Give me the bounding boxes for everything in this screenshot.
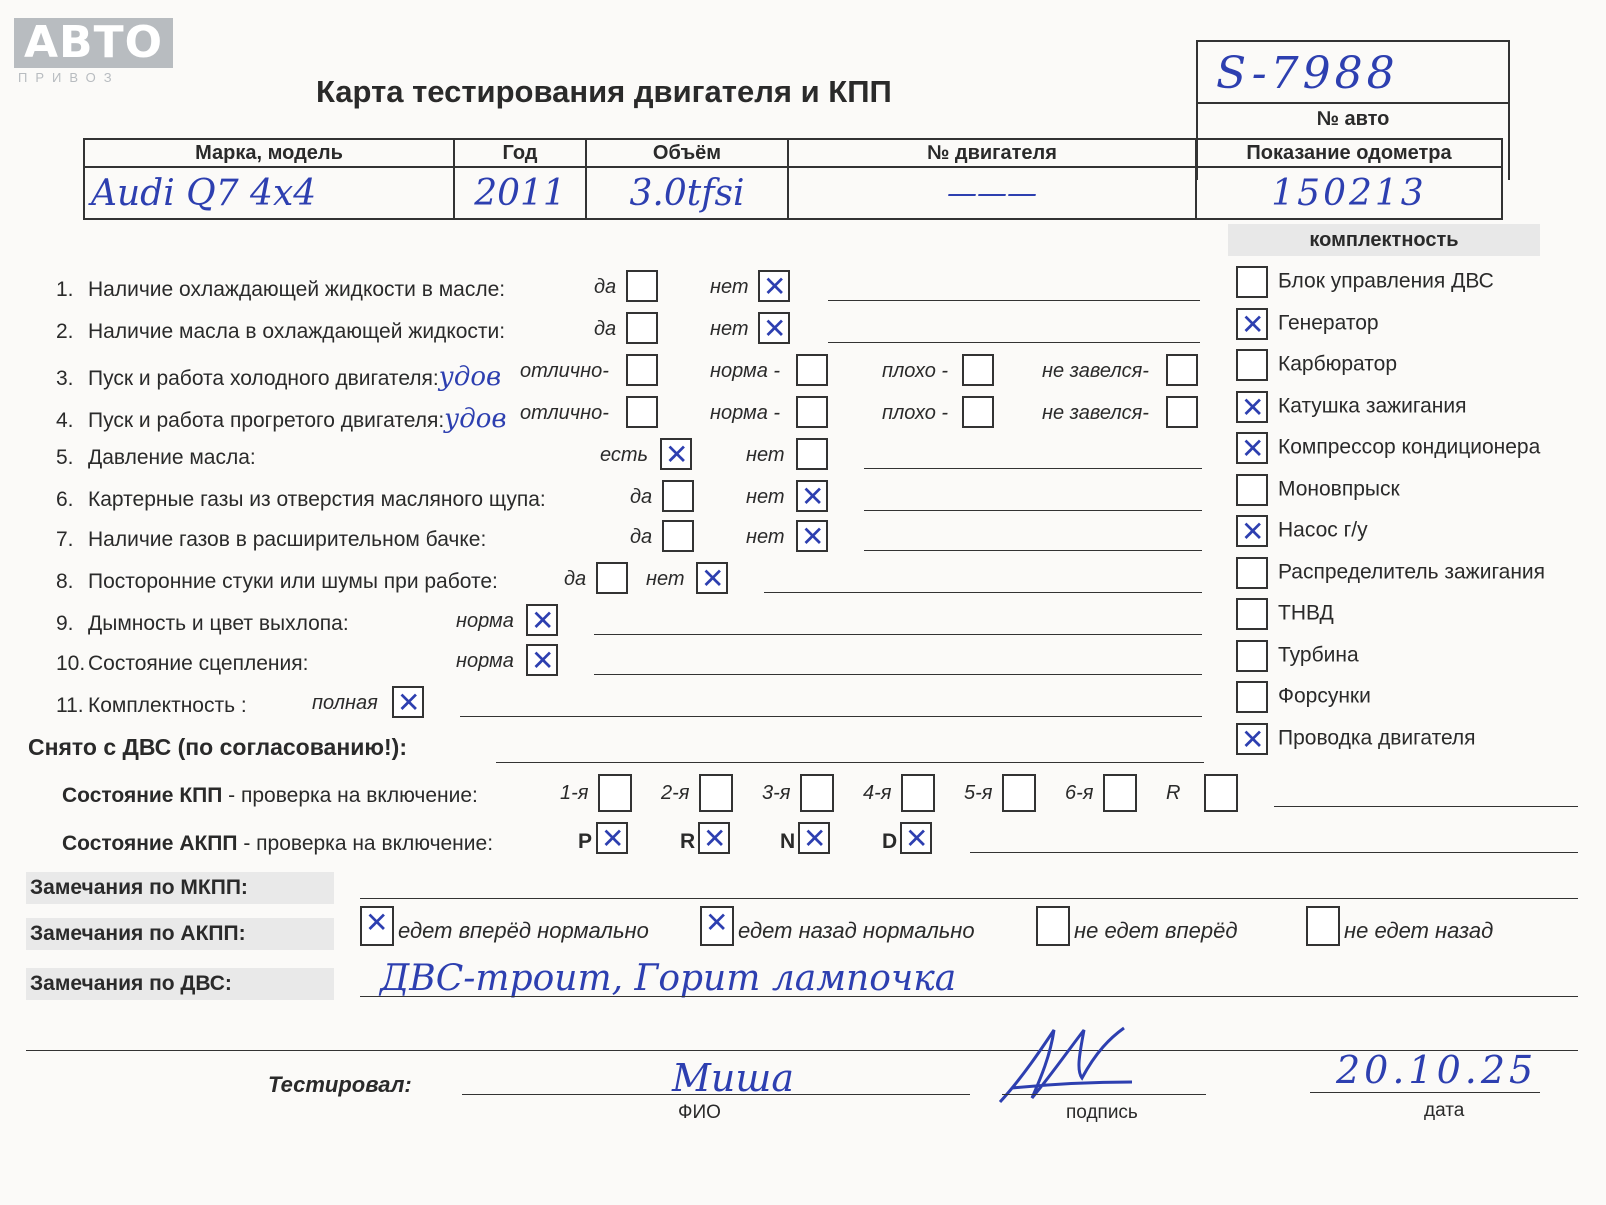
test-option-checkbox[interactable] — [626, 396, 658, 428]
kit-item-label: Насос г/у — [1278, 518, 1368, 542]
test-number: 4. — [56, 409, 74, 432]
kit-item[interactable] — [1236, 266, 1494, 298]
akpp-remark-checkbox[interactable] — [1306, 906, 1340, 946]
tester-name: Миша — [672, 1056, 795, 1100]
test-label: Наличие масла в охлаждающей жидкости: — [88, 320, 506, 343]
akpp-mode-checkbox[interactable] — [596, 822, 628, 854]
test-option-label: не завелся- — [1042, 360, 1149, 382]
kit-item-label: Блок управления ДВС — [1278, 269, 1494, 293]
akpp-remark-checkbox[interactable] — [1036, 906, 1070, 946]
test-option-checkbox[interactable] — [758, 270, 790, 302]
akpp-mode-label: P — [578, 830, 593, 853]
test-option-checkbox[interactable] — [758, 312, 790, 344]
test-option-checkbox[interactable] — [796, 396, 828, 428]
akpp-remark-checkbox[interactable] — [700, 906, 734, 946]
kit-item-checkbox[interactable] — [1236, 681, 1268, 713]
test-label: Картерные газы из отверстия масляного щупа: — [88, 488, 546, 511]
plate-label: № авто — [1316, 108, 1390, 130]
test-number: 1. — [56, 278, 74, 301]
kit-item[interactable] — [1236, 308, 1379, 340]
kit-item[interactable] — [1236, 640, 1359, 672]
test-option-checkbox[interactable] — [962, 354, 994, 386]
test-date: 20.10.25 — [1336, 1048, 1538, 1092]
kpp-gear-checkbox[interactable] — [1002, 774, 1036, 812]
logo-brand: АВТО — [14, 18, 173, 68]
model-value: Audi Q7 4x4 — [84, 167, 454, 219]
test-row — [56, 404, 507, 434]
test-option-label: да — [630, 526, 653, 548]
kit-item[interactable] — [1236, 598, 1334, 630]
test-row — [56, 446, 256, 470]
test-number: 9. — [56, 612, 74, 635]
kpp-gear-checkbox[interactable] — [598, 774, 632, 812]
akpp-remark-label: едет назад нормально — [738, 918, 975, 943]
kpp-gear-label: 4-я — [863, 782, 892, 804]
kpp-gear-label: R — [1166, 782, 1181, 804]
kpp-gear-label: 1-я — [560, 782, 589, 804]
remarks-dvs-label: Замечания по ДВС: — [26, 968, 334, 1000]
akpp-label — [62, 832, 493, 856]
kit-item-label: ТНВД — [1278, 601, 1334, 625]
test-option-label: отлично- — [520, 402, 609, 424]
test-number: 8. — [56, 570, 74, 593]
test-row — [56, 488, 546, 512]
kit-item-checkbox[interactable] — [1236, 515, 1268, 547]
test-label: Наличие охлаждающей жидкости в масле: — [88, 278, 506, 301]
test-option-checkbox[interactable] — [526, 644, 558, 676]
test-label: Давление масла: — [88, 446, 256, 469]
test-option-checkbox[interactable] — [796, 354, 828, 386]
test-number: 2. — [56, 320, 74, 343]
test-note: удов — [438, 362, 502, 392]
kit-item-checkbox[interactable] — [1236, 557, 1268, 589]
test-option-label: нет — [746, 526, 785, 548]
kit-item[interactable] — [1236, 432, 1540, 464]
test-label: Пуск и работа холодного двигателя: — [88, 367, 439, 390]
kpp-label — [62, 784, 478, 808]
test-row — [56, 362, 501, 392]
akpp-mode-checkbox[interactable] — [900, 822, 932, 854]
kit-item-label: Генератор — [1278, 311, 1379, 335]
test-number: 11. — [56, 694, 84, 717]
kit-item-checkbox[interactable] — [1236, 391, 1268, 423]
tested-by-label: Тестировал: — [268, 1072, 412, 1097]
akpp-mode-label: R — [680, 830, 696, 853]
remarks-akpp-label: Замечания по АКПП: — [26, 918, 334, 950]
test-row — [56, 612, 349, 636]
remarks-dvs-value: ДВС-троит, Горит лампочка — [380, 958, 957, 999]
test-number: 6. — [56, 488, 74, 511]
test-option-label: не завелся- — [1042, 402, 1149, 424]
test-option-checkbox[interactable] — [962, 396, 994, 428]
kit-item-checkbox[interactable] — [1236, 640, 1268, 672]
test-option-label: есть — [600, 444, 649, 466]
test-option-label: отлично- — [520, 360, 609, 382]
akpp-mode-checkbox[interactable] — [698, 822, 730, 854]
kit-item-checkbox[interactable] — [1236, 349, 1268, 381]
kit-item[interactable] — [1236, 349, 1397, 381]
kit-item[interactable] — [1236, 557, 1545, 589]
kit-item-checkbox[interactable] — [1236, 266, 1268, 298]
kit-item-label: Карбюратор — [1278, 352, 1398, 376]
kit-item-label: Моновпрыск — [1278, 477, 1400, 501]
signature-caption: подпись — [1066, 1102, 1138, 1123]
signature — [992, 1018, 1142, 1110]
vehicle-table — [83, 138, 1503, 220]
kit-item[interactable] — [1236, 723, 1476, 755]
test-option-checkbox[interactable] — [660, 438, 692, 470]
test-option-label: да — [630, 486, 653, 508]
test-row — [56, 652, 308, 676]
akpp-label-bold: Состояние АКПП — [62, 832, 238, 855]
kit-item-label: Турбина — [1278, 643, 1359, 667]
page-title: Карта тестирования двигателя и КПП — [316, 74, 892, 109]
engine-number-value: ——— — [788, 167, 1196, 219]
test-option-label: да — [594, 318, 617, 340]
kpp-gear-checkbox[interactable] — [901, 774, 935, 812]
test-row — [56, 278, 505, 302]
date-caption: дата — [1424, 1100, 1465, 1121]
test-option-checkbox[interactable] — [392, 686, 424, 718]
test-option-label: полная — [312, 692, 378, 714]
test-label: Пуск и работа прогретого двигателя: — [88, 409, 445, 432]
akpp-label-rest: - проверка на включение: — [237, 832, 494, 855]
kpp-gear-label: 6-я — [1065, 782, 1094, 804]
year-value: 2011 — [454, 167, 586, 219]
akpp-remark-label: не едет назад — [1344, 918, 1494, 943]
kit-item-checkbox[interactable] — [1236, 598, 1268, 630]
odometer-header: Показание одометра — [1196, 139, 1502, 167]
akpp-remark-label: едет вперёд нормально — [398, 918, 649, 943]
akpp-mode-checkbox[interactable] — [798, 822, 830, 854]
engine-number-header: № двигателя — [788, 139, 1196, 167]
test-option-checkbox[interactable] — [626, 270, 658, 302]
test-label: Состояние сцепления: — [88, 652, 309, 675]
kit-item-checkbox[interactable] — [1236, 308, 1268, 340]
test-label: Посторонние стуки или шумы при работе: — [88, 570, 498, 593]
test-option-checkbox[interactable] — [796, 480, 828, 512]
test-option-label: нет — [746, 486, 785, 508]
kit-item-label: Форсунки — [1278, 684, 1371, 708]
test-option-checkbox[interactable] — [626, 312, 658, 344]
akpp-remark-checkbox[interactable] — [360, 906, 394, 946]
test-option-label: нет — [710, 276, 749, 298]
kit-item-label: Компрессор кондиционера — [1278, 435, 1541, 459]
kit-item-label: Проводка двигателя — [1278, 726, 1476, 750]
year-header: Год — [454, 139, 586, 167]
model-header: Марка, модель — [84, 139, 454, 167]
test-row — [56, 570, 498, 594]
test-label: Дымность и цвет выхлопа: — [88, 612, 349, 635]
akpp-mode-label: N — [780, 830, 796, 853]
test-option-label: нет — [646, 568, 685, 590]
test-label: Наличие газов в расширительном бачке: — [88, 528, 487, 551]
test-label: Комплектность : — [88, 694, 247, 717]
test-option-label: норма - — [710, 360, 781, 382]
test-number: 5. — [56, 446, 74, 469]
test-option-checkbox[interactable] — [526, 604, 558, 636]
test-row — [56, 320, 505, 344]
volume-value: 3.0tfsi — [586, 167, 788, 219]
test-option-label: плохо - — [882, 360, 949, 382]
kpp-gear-checkbox[interactable] — [1204, 774, 1238, 812]
test-option-label: да — [594, 276, 617, 298]
test-option-label: плохо - — [882, 402, 949, 424]
test-option-label: норма — [456, 610, 514, 632]
logo-subtitle: ПРИВОЗ — [18, 70, 120, 85]
kpp-gear-label: 3-я — [762, 782, 791, 804]
logo — [14, 18, 173, 85]
volume-header: Объём — [586, 139, 788, 167]
kit-item[interactable] — [1236, 515, 1368, 547]
kpp-label-rest: - проверка на включение: — [222, 784, 478, 807]
test-option-checkbox[interactable] — [596, 562, 628, 594]
kit-item-label: Катушка зажигания — [1278, 394, 1467, 418]
kit-item[interactable] — [1236, 474, 1400, 506]
test-option-label: норма — [456, 650, 514, 672]
test-option-label: нет — [746, 444, 785, 466]
kit-item-checkbox[interactable] — [1236, 474, 1268, 506]
kpp-gear-checkbox[interactable] — [699, 774, 733, 812]
kpp-gear-checkbox[interactable] — [1103, 774, 1137, 812]
kit-title: комплектность — [1228, 224, 1540, 256]
test-number: 3. — [56, 367, 74, 390]
test-option-label: да — [564, 568, 587, 590]
test-option-checkbox[interactable] — [796, 520, 828, 552]
kit-item[interactable] — [1236, 681, 1371, 713]
plate-number: S-7988 — [1216, 48, 1399, 99]
remarks-mkpp-label: Замечания по МКПП: — [26, 872, 334, 904]
odometer-value: 150213 — [1196, 167, 1502, 219]
kpp-gear-label: 2-я — [661, 782, 690, 804]
test-option-checkbox[interactable] — [696, 562, 728, 594]
test-option-checkbox[interactable] — [796, 438, 828, 470]
test-option-label: норма - — [710, 402, 781, 424]
test-row — [56, 528, 486, 552]
test-option-checkbox[interactable] — [662, 480, 694, 512]
removed-label: Снято с ДВС (по согласованию!): — [28, 734, 407, 760]
test-option-checkbox[interactable] — [1166, 396, 1198, 428]
name-caption: ФИО — [678, 1102, 721, 1123]
kpp-gear-label: 5-я — [964, 782, 993, 804]
kpp-gear-checkbox[interactable] — [800, 774, 834, 812]
test-option-checkbox[interactable] — [662, 520, 694, 552]
test-number: 10. — [56, 652, 86, 675]
kpp-label-bold: Состояние КПП — [62, 784, 223, 807]
kit-item-checkbox[interactable] — [1236, 432, 1268, 464]
akpp-mode-label: D — [882, 830, 898, 853]
test-option-checkbox[interactable] — [626, 354, 658, 386]
kit-item[interactable] — [1236, 391, 1466, 423]
kit-item-checkbox[interactable] — [1236, 723, 1268, 755]
kit-item-label: Распределитель зажигания — [1278, 560, 1546, 584]
test-option-label: нет — [710, 318, 749, 340]
test-option-checkbox[interactable] — [1166, 354, 1198, 386]
akpp-remark-label: не едет вперёд — [1074, 918, 1238, 943]
test-note: удов — [444, 404, 507, 434]
test-row — [56, 694, 247, 718]
test-number: 7. — [56, 528, 74, 551]
